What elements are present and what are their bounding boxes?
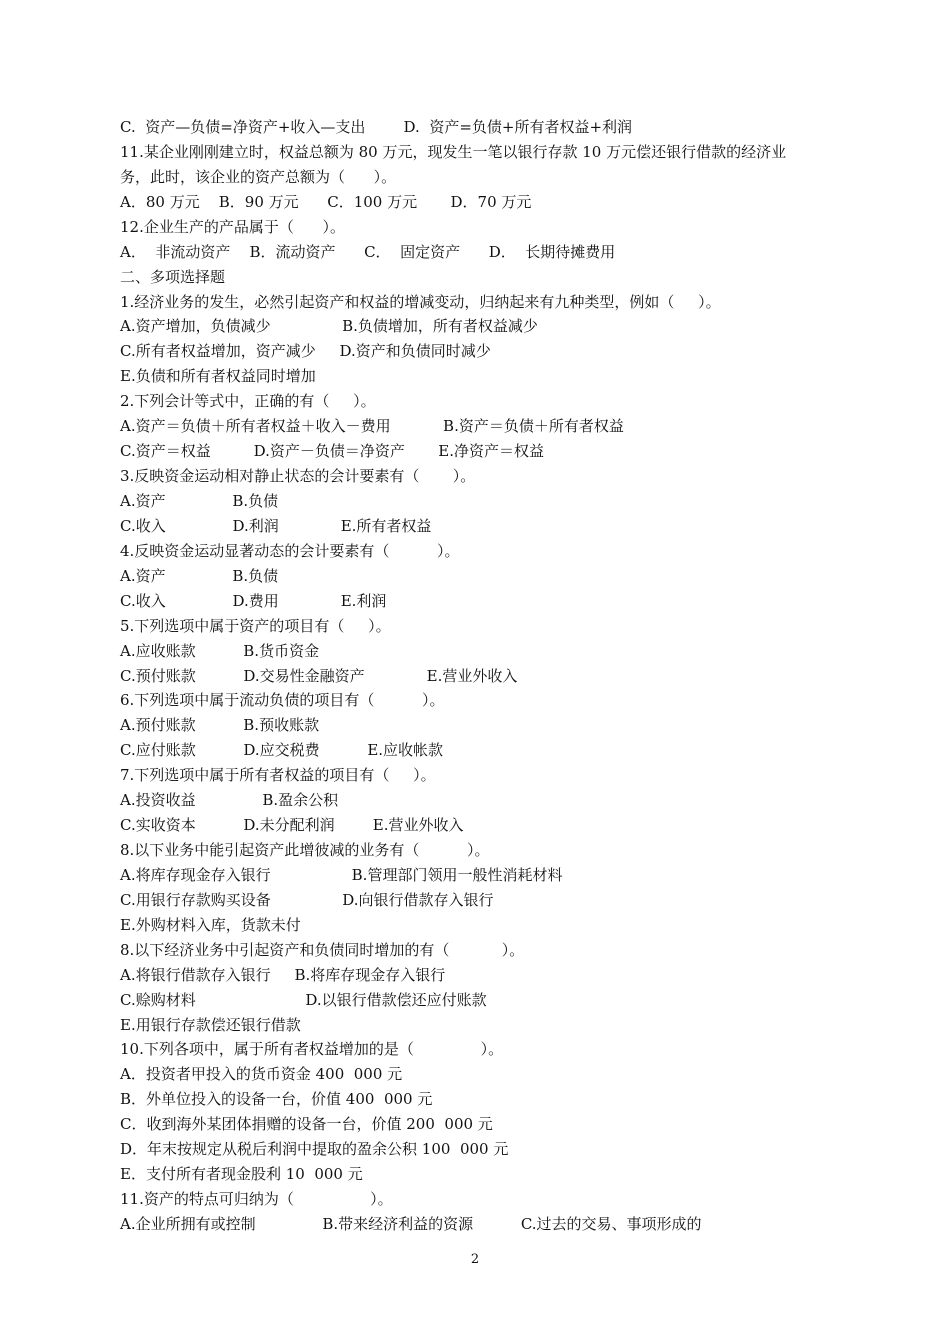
text-line: A.资产＝负债＋所有者权益＋收入－费用 B.资产＝负债＋所有者权益 bbox=[120, 417, 624, 436]
text-line: A．80 万元 B．90 万元 C．100 万元 D．70 万元 bbox=[120, 192, 532, 211]
text-line: A． 非流动资产 B．流动资产 C． 固定资产 D． 长期待摊费用 bbox=[120, 242, 616, 261]
text-line: B．外单位投入的设备一台，价值 400 000 元 bbox=[120, 1090, 433, 1109]
text-line: A.将银行借款存入银行 B.将库存现金存入银行 bbox=[120, 965, 446, 984]
text-line: 3.反映资金运动相对静止状态的会计要素有（ ）。 bbox=[120, 467, 476, 485]
text-line: C.赊购材料 D.以银行借款偿还应付账款 bbox=[120, 990, 487, 1009]
text-line: 1.经济业务的发生，必然引起资产和权益的增减变动，归纳起来有九种类型，例如（ ）。 bbox=[120, 292, 721, 311]
text-line: 12.企业生产的产品属于（ ）。 bbox=[120, 217, 345, 236]
text-line: C．收到海外某团体捐赠的设备一台，价值 200 000 元 bbox=[120, 1115, 493, 1134]
text-line: E．支付所有者现金股利 10 000 元 bbox=[120, 1165, 363, 1184]
text-line: A.资产 B.负债 bbox=[120, 566, 279, 585]
text-line: 5.下列选项中属于资产的项目有（ ）。 bbox=[120, 616, 391, 635]
text-line: C.收入 D.费用 E.利润 bbox=[120, 591, 387, 610]
text-line: 务，此时，该企业的资产总额为（ ）。 bbox=[120, 167, 397, 186]
text-line: 6.下列选项中属于流动负债的项目有（ ）。 bbox=[120, 691, 445, 710]
text-line: 8.以下业务中能引起资产此增彼减的业务有（ ）。 bbox=[120, 841, 490, 859]
text-line: A.资产 B.负债 bbox=[120, 491, 279, 510]
text-line: C.收入 D.利润 E.所有者权益 bbox=[120, 516, 432, 535]
text-line: A.将库存现金存入银行 B.管理部门领用一般性消耗材料 bbox=[120, 865, 563, 884]
text-line: 11.某企业刚刚建立时，权益总额为 80 万元，现发生一笔以银行存款 10 万元偿还银行借款的经济业 bbox=[120, 142, 787, 161]
text-line: C.预付账款 D.交易性金融资产 E.营业外收入 bbox=[120, 666, 518, 685]
text-line: 4.反映资金运动显著动态的会计要素有（ ）。 bbox=[120, 541, 460, 560]
text-line: A.预付账款 B.预收账款 bbox=[120, 716, 320, 735]
text-line: C.资产＝权益 D.资产－负债＝净资产 E.净资产＝权益 bbox=[120, 442, 544, 461]
text-line: 二、多项选择题 bbox=[120, 267, 226, 286]
text-line: C.用银行存款购买设备 D.向银行借款存入银行 bbox=[120, 890, 494, 909]
text-line: A.资产增加，负债减少 B.负债增加，所有者权益减少 bbox=[120, 317, 538, 336]
text-line: A.应收账款 B.货币资金 bbox=[120, 641, 320, 660]
text-line: D．年末按规定从税后利润中提取的盈余公积 100 000 元 bbox=[120, 1140, 509, 1159]
text-line: E.负债和所有者权益同时增加 bbox=[120, 367, 316, 386]
text-line: A．投资者甲投入的货币资金 400 000 元 bbox=[120, 1065, 403, 1084]
text-line: C.所有者权益增加，资产减少 D.资产和负债同时减少 bbox=[120, 342, 491, 361]
text-line: A.企业所拥有或控制 B.带来经济利益的资源 C.过去的交易、事项形成的 bbox=[120, 1214, 702, 1233]
text-line: 2.下列会计等式中，正确的有（ ）。 bbox=[120, 392, 376, 411]
text-line: C.实收资本 D.未分配利润 E.营业外收入 bbox=[120, 816, 464, 834]
text-line: C. 资产—负债=净资产+收入—支出 D. 资产=负债+所有者权益+利润 bbox=[120, 118, 633, 136]
text-line: 11.资产的特点可归纳为（ ）。 bbox=[120, 1190, 393, 1208]
text-line: 7.下列选项中属于所有者权益的项目有（ ）。 bbox=[120, 766, 436, 785]
text-line: A.投资收益 B.盈余公积 bbox=[120, 791, 339, 810]
text-line: 8.以下经济业务中引起资产和负债同时增加的有（ ）。 bbox=[120, 940, 525, 959]
text-line: 10.下列各项中，属于所有者权益增加的是（ ）。 bbox=[120, 1040, 504, 1059]
text-line: E.用银行存款偿还银行借款 bbox=[120, 1015, 301, 1034]
page-number: 2 bbox=[470, 1252, 480, 1267]
text-line: C.应付账款 D.应交税费 E.应收帐款 bbox=[120, 741, 444, 760]
text-line: E.外购材料入库，货款未付 bbox=[120, 915, 301, 934]
